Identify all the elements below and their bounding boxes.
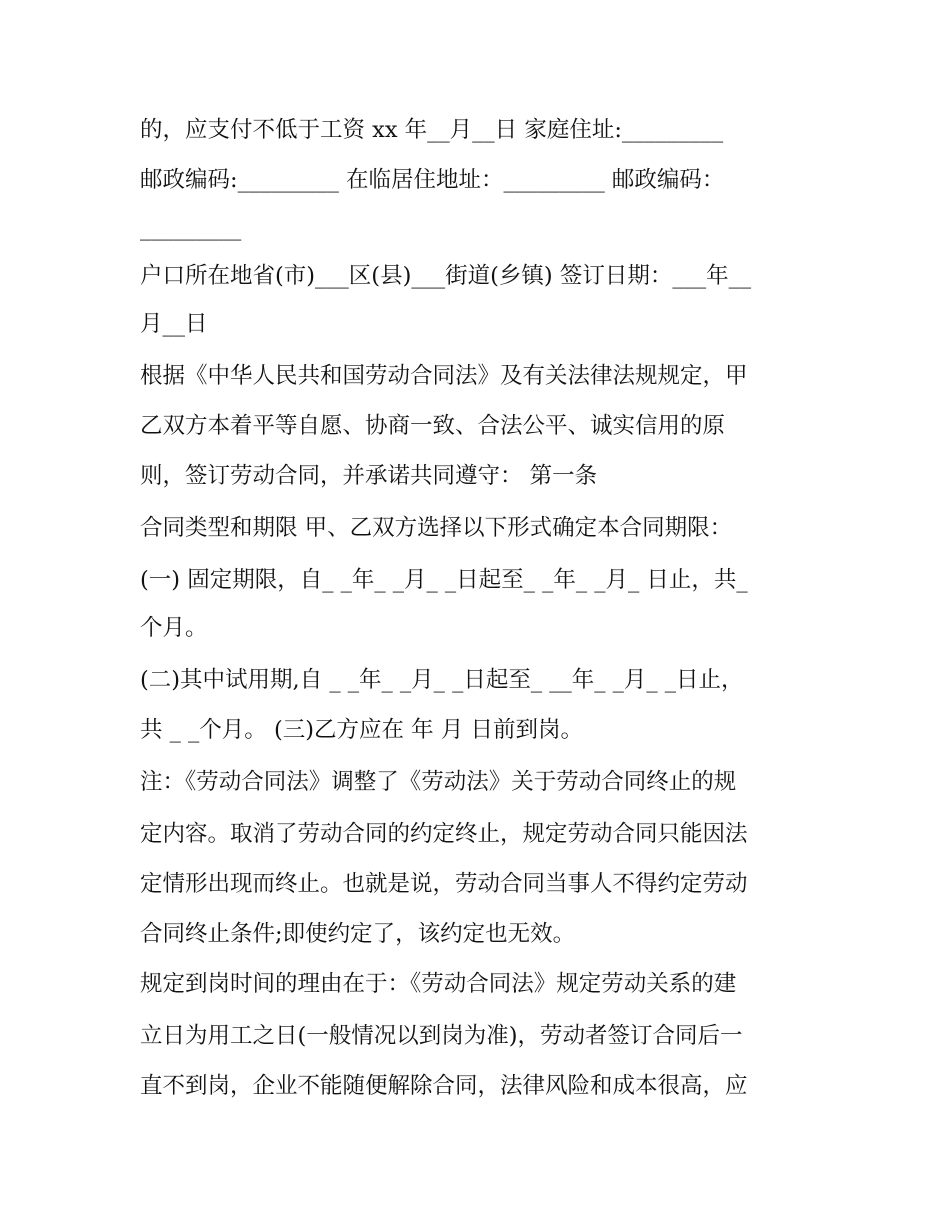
text-line: 合同终止条件;即使约定了，该约定也无效。 [140, 921, 576, 947]
text-line: 合同类型和期限 甲、乙双方选择以下形式确定本合同期限： [140, 515, 733, 541]
text-line: 定情形出现而终止。也就是说，劳动合同当事人不得约定劳动 [140, 871, 748, 897]
text-line: 月__日 [140, 311, 208, 337]
text-line: 个月。 [140, 615, 208, 641]
text-line: 户口所在地省(市)___区(县)___街道(乡镇) 签订日期：___年__ [140, 263, 752, 289]
text-line: 则，签订劳动合同，并承诺共同遵守： 第一条 [140, 463, 598, 489]
text-line: 的，应支付不低于工资 xx 年__月__日 家庭住址:_________ [140, 117, 724, 143]
text-line: 乙双方本着平等自愿、协商一致、合法公平、诚实信用的原 [140, 413, 726, 439]
text-line: (二)其中试用期,自 _ _年_ _月_ _日起至_ __年_ _月_ _日止， [140, 667, 744, 693]
text-line: 注：《劳动合同法》调整了《劳动法》关于劳动合同终止的规 [140, 769, 737, 795]
text-line: 规定到岗时间的理由在于：《劳动合同法》规定劳动关系的建 [140, 971, 737, 997]
text-line: 定内容。取消了劳动合同的约定终止，规定劳动合同只能因法 [140, 821, 748, 847]
text-line: 立日为用工之日(一般情况以到岗为准)，劳动者签订合同后一 [140, 1023, 743, 1049]
text-line: 共 _ _个月。 (三)乙方应在 年 月 日前到岗。 [140, 717, 583, 743]
text-line: _________ [140, 215, 242, 241]
text-line: (一) 固定期限，自_ _年_ _月_ _日起至_ _年_ _月_ 日止，共_ [140, 567, 748, 593]
text-line: 直不到岗，企业不能随便解除合同，法律风险和成本很高，应 [140, 1073, 748, 1099]
text-line: 邮政编码:_________ 在临居住地址：_________ 邮政编码： [140, 167, 725, 193]
text-line: 根据《中华人民共和国劳动合同法》及有关法律法规规定，甲 [140, 363, 748, 389]
